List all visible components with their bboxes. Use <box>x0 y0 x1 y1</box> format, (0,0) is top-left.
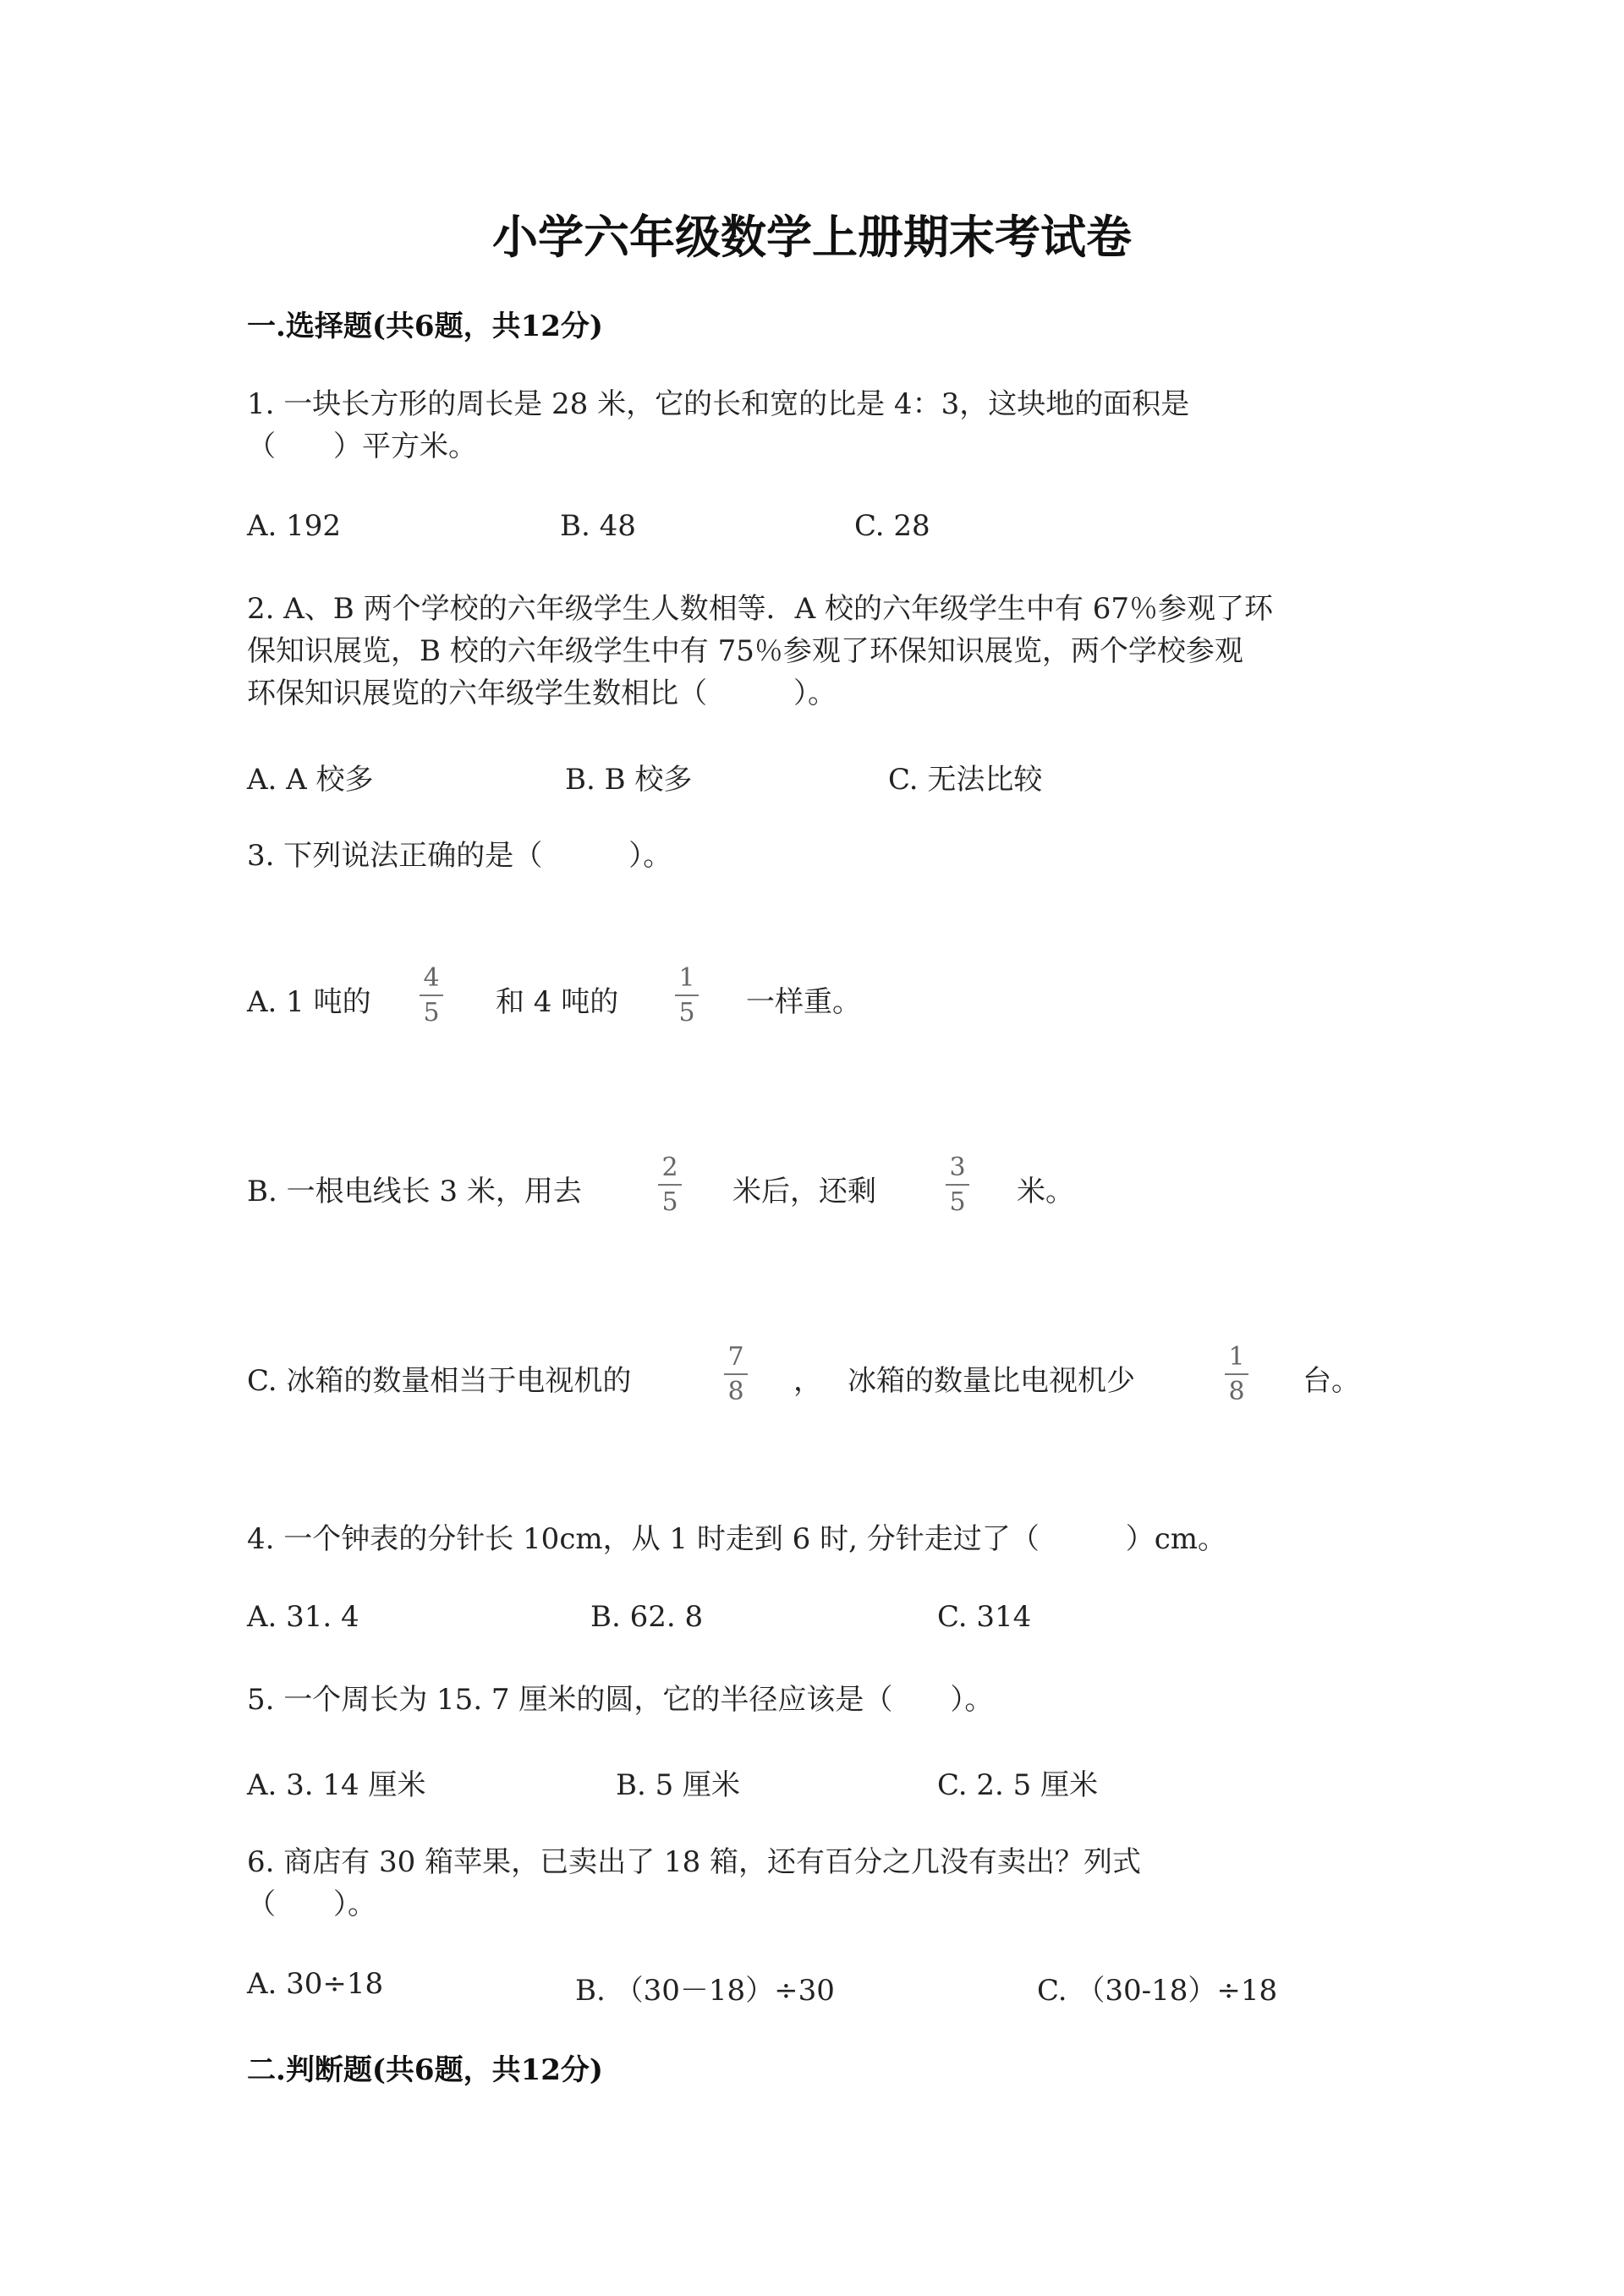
question-6-option-b: B. （30－18）÷30 <box>575 1974 835 2008</box>
fraction-numerator: 3 <box>949 1153 966 1182</box>
question-3-option-b-fraction-1 <box>653 1153 687 1217</box>
fraction-bar <box>1225 1373 1248 1375</box>
question-6-line-2: （ ）。 <box>247 1888 376 1921</box>
fraction-bar <box>658 1184 682 1186</box>
fraction-numerator: 1 <box>1228 1342 1245 1372</box>
question-2-option-a: A. A 校多 <box>247 763 374 797</box>
question-4-option-a: A. 31. 4 <box>247 1600 359 1634</box>
question-4-option-b: B. 62. 8 <box>590 1600 704 1634</box>
question-3-option-a-text-3: 一样重。 <box>746 985 861 1019</box>
fraction-bar <box>724 1373 748 1375</box>
question-4-stem: 4. 一个钟表的分针长 10cm，从 1 时走到 6 时, 分针走过了（ ）cm。 <box>247 1522 1226 1556</box>
fraction-bar <box>946 1184 969 1186</box>
page-title: 小学六年级数学上册期末考试卷 <box>492 210 1132 264</box>
question-4-option-c: C. 314 <box>937 1600 1032 1634</box>
question-3-option-c-text-3: 台。 <box>1303 1364 1360 1398</box>
question-3-option-b-text-3: 米。 <box>1017 1175 1074 1208</box>
fraction-denominator: 5 <box>423 998 440 1027</box>
question-6-line-1: 6. 商店有 30 箱苹果，已卖出了 18 箱，还有百分之几没有卖出？列式 <box>247 1845 1142 1879</box>
question-3-option-a-text-2: 和 4 吨的 <box>496 985 619 1019</box>
question-1-option-b: B. 48 <box>560 509 636 543</box>
question-2-option-c: C. 无法比较 <box>888 763 1043 797</box>
question-2-option-b: B. B 校多 <box>565 763 693 797</box>
fraction-denominator: 8 <box>1228 1377 1245 1406</box>
question-5-option-b: B. 5 厘米 <box>616 1768 741 1802</box>
question-3-stem: 3. 下列说法正确的是（ ）。 <box>247 839 672 873</box>
section-heading-choice: 一.选择题(共6题，共12分) <box>247 310 603 343</box>
question-2-line-1: 2. A、B 两个学校的六年级学生人数相等．A 校的六年级学生中有 67％参观了环 <box>247 592 1274 626</box>
question-2-line-3: 环保知识展览的六年级学生数相比（ ）。 <box>247 677 837 710</box>
section-heading-judgement: 二.判断题(共6题，共12分) <box>247 2053 603 2087</box>
fraction-denominator: 8 <box>727 1377 744 1406</box>
question-6-option-a: A. 30÷18 <box>247 1967 384 2001</box>
question-1-option-a: A. 192 <box>247 509 342 543</box>
question-6-option-c: C. （30-18）÷18 <box>1037 1974 1278 2008</box>
question-5-stem: 5. 一个周长为 15. 7 厘米的圆，它的半径应该是（ ）。 <box>247 1683 994 1717</box>
question-3-option-a-fraction-2 <box>670 964 704 1027</box>
question-3-option-c-text-2: 冰箱的数量比电视机少 <box>848 1364 1135 1398</box>
question-3-option-b-text-1: B. 一根电线长 3 米，用去 <box>247 1175 582 1208</box>
question-1-line-1: 1. 一块长方形的周长是 28 米，它的长和宽的比是 4：3，这块地的面积是 <box>247 387 1190 421</box>
question-2-line-2: 保知识展览，B 校的六年级学生中有 75％参观了环保知识展览，两个学校参观 <box>247 634 1243 668</box>
fraction-denominator: 5 <box>949 1187 966 1217</box>
fraction-denominator: 5 <box>678 998 695 1027</box>
fraction-denominator: 5 <box>661 1187 678 1217</box>
question-1-option-c: C. 28 <box>854 509 930 543</box>
fraction-numerator: 2 <box>661 1153 678 1182</box>
question-3-option-c-fraction-2 <box>1220 1343 1254 1406</box>
question-3-option-a-fraction-1 <box>414 964 448 1027</box>
question-1-line-2: （ ）平方米。 <box>247 430 477 463</box>
fraction-bar <box>675 995 699 996</box>
question-5-option-a: A. 3. 14 厘米 <box>247 1768 426 1802</box>
question-3-option-b-text-2: 米后，还剩 <box>732 1175 876 1208</box>
question-3-option-a-text-1: A. 1 吨的 <box>247 985 371 1019</box>
question-3-option-c-comma: ， <box>793 1364 822 1398</box>
question-5-option-c: C. 2. 5 厘米 <box>937 1768 1099 1802</box>
fraction-numerator: 1 <box>678 963 695 993</box>
question-3-option-c-text-1: C. 冰箱的数量相当于电视机的 <box>247 1364 632 1398</box>
fraction-bar <box>420 995 443 996</box>
fraction-numerator: 4 <box>423 963 440 993</box>
fraction-numerator: 7 <box>727 1342 744 1372</box>
question-3-option-c-fraction-1 <box>719 1343 753 1406</box>
question-3-option-b-fraction-2 <box>941 1153 974 1217</box>
